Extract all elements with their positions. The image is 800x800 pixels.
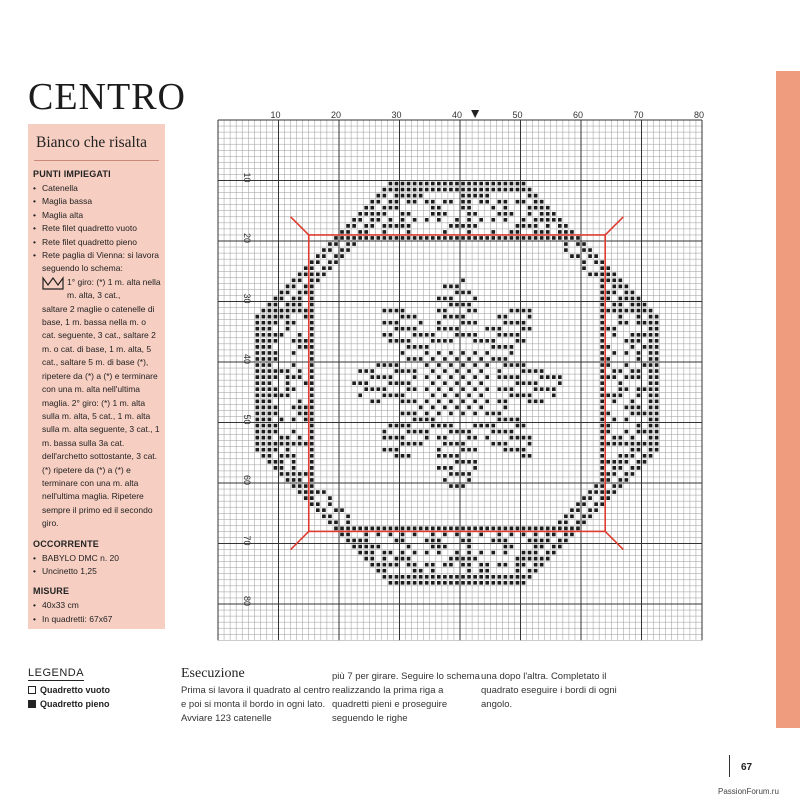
- page-divider: [729, 755, 730, 777]
- vienna-stitch-icon: [42, 276, 64, 290]
- x-tick-label: 50: [512, 110, 523, 120]
- misure-item: • In quadretti: 67x67: [33, 613, 161, 626]
- execution-col-1: Prima si lavora il quadrato al centro e poi si monta il bordo in ogni lato. Avviare 123 catenelle: [181, 685, 330, 724]
- x-tick-label: 60: [572, 110, 583, 120]
- punti-item: • Rete filet quadretto vuoto: [33, 222, 161, 235]
- x-tick-label: 70: [633, 110, 644, 120]
- execution-col-2: più 7 per girare. Seguire lo schema realizzando la prima riga a quadretti pieni e proseguire seguendo le righe: [332, 671, 480, 724]
- stitch-first-round: 1° giro: (*) 1 m. alta nella m. alta, 3 cat.,: [67, 276, 161, 301]
- divider: [34, 160, 159, 161]
- misure-item: • 40x33 cm: [33, 599, 161, 612]
- y-tick-label: 40: [242, 353, 252, 364]
- legend-item-full: [28, 699, 110, 709]
- y-tick-label: 80: [242, 595, 252, 606]
- punti-list: [28, 182, 165, 531]
- full-square-icon: [28, 700, 36, 708]
- page-title: CENTRO: [28, 76, 186, 118]
- punti-item: • Rete paglia di Vienna: si lavora seguendo lo schema:: [33, 249, 161, 276]
- occorrente-item: • BABYLO DMC n. 20: [33, 552, 161, 565]
- page-number: 67: [741, 762, 753, 773]
- empty-square-icon: [28, 686, 36, 694]
- x-tick-label: 20: [330, 110, 341, 120]
- punti-item: • Maglia bassa: [33, 195, 161, 208]
- top-center-marker-icon: [471, 110, 479, 118]
- punti-heading: PUNTI IMPIEGATI: [33, 169, 111, 179]
- punti-item: • Maglia alta: [33, 209, 161, 222]
- occorrente-item: • Uncinetto 1,25: [33, 565, 161, 578]
- y-tick-label: 10: [242, 172, 252, 183]
- occorrente-list: [28, 552, 165, 579]
- filet-chart-svg: [215, 110, 735, 655]
- y-tick-label: 60: [242, 474, 252, 485]
- legend-item-empty: [28, 685, 110, 695]
- x-tick-label: 80: [693, 110, 704, 120]
- legend-full-label: Quadretto pieno: [40, 699, 110, 709]
- x-tick-label: 10: [270, 110, 281, 120]
- execution-title: Esecuzione: [181, 666, 245, 681]
- x-tick-label: 40: [451, 110, 462, 120]
- misure-list: [28, 599, 165, 626]
- stitch-instructions: [33, 276, 161, 531]
- watermark: PassionForum.ru: [718, 787, 779, 796]
- y-tick-label: 50: [242, 414, 252, 425]
- legend: [28, 667, 110, 709]
- filet-chart: [215, 110, 735, 660]
- punti-item: • Catenella: [33, 182, 161, 195]
- legend-title: LEGENDA: [28, 667, 85, 679]
- y-tick-label: 30: [242, 293, 252, 304]
- stitch-rest: saltare 2 maglie o catenelle di base, 1 m. bassa nella m. o cat. seguente, 3 cat., saltare 2 m. o cat. di base, 1 m. alta, 5 cat., saltare 5 m. di base (*), ripetere da (*) a (*) e terminare con una m. alta nell'ultima maglia. 2° giro: (*) 1 m. alta sulla m. alta, 5 cat., 1 m. alta sulla m. alta seguente, 3 cat., 1 m. bassa sulla 3a cat. dell'archetto sottostante, 3 cat. (*) ripetere da (*) a (*) e terminare con una m. alta nell'ultima maglia. Ripetere sempre il primo ed il secondo giro.: [42, 303, 160, 529]
- legend-empty-label: Quadretto vuoto: [40, 685, 110, 695]
- sidebar-panel: [28, 124, 165, 629]
- execution-col-3: una dopo l'altra. Completato il quadrato eseguire i bordi di ogni angolo.: [481, 671, 617, 710]
- y-tick-label: 70: [242, 535, 252, 546]
- project-subtitle: Bianco che risalta: [36, 134, 148, 151]
- punti-item: • Rete filet quadretto pieno: [33, 236, 161, 249]
- accent-bar: [776, 71, 800, 728]
- x-tick-label: 30: [391, 110, 402, 120]
- occorrente-heading: OCCORRENTE: [33, 538, 100, 549]
- y-tick-label: 20: [242, 232, 252, 243]
- misure-heading: MISURE: [33, 586, 70, 597]
